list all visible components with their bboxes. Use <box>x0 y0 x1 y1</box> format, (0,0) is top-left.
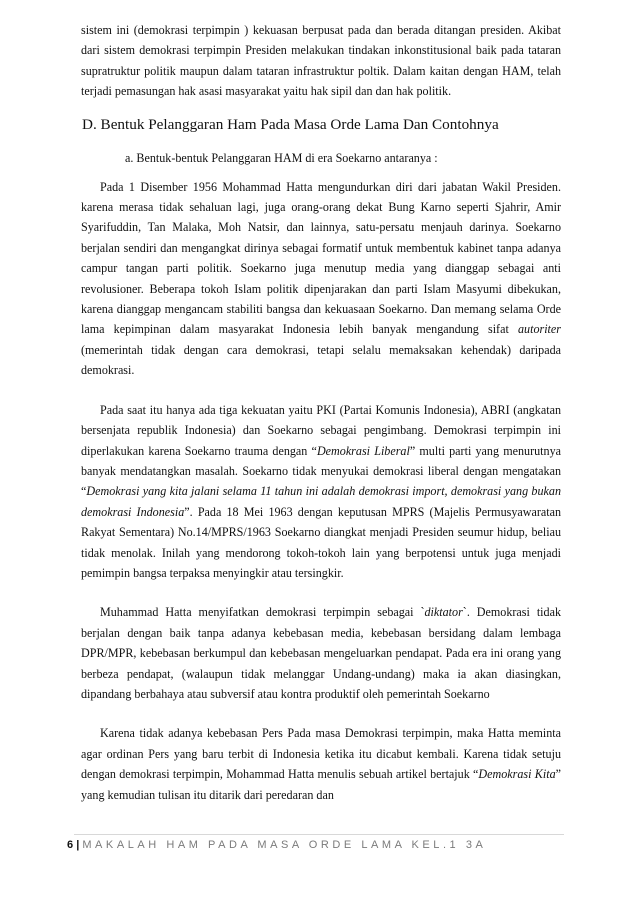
paragraph-dictator <box>81 602 561 704</box>
italic-term: diktator <box>424 605 463 620</box>
paragraph-text: (memerintah tidak dengan cara demokrasi, tetapi selalu memaksakan kehendak) daripada demokrasi. <box>81 342 561 378</box>
italic-term: Demokrasi Liberal <box>316 443 410 458</box>
paragraph-text: `. Demokrasi tidak berjalan dengan baik tanpa adanya kebebasan media, kebebasan bersidang dalam lembaga DPR/MPR, kebebasan berkumpul dan kebebasan mengeluarkan pendapat. Pada era ini orang yang berbeza pendapat, (walaupun tidak melanggar Undang-undang) maka ia akan diasingkan, dipandang berbahaya atau subversif atau kontra produktif oleh pemerintah Soekarno <box>81 605 561 701</box>
page-footer <box>67 838 486 852</box>
paragraph-intro: sistem ini (demokrasi terpimpin ) kekuasan berpusat pada dan berada ditangan presiden. Akibat dari sistem demokrasi terpimpin Presiden melakukan tindakan inkonstitusional baik pada tataran supratruktur politik maupun dalam tataran infrastruktur poltik. Dalam kaitan dengan HAM, telah terjadi pemasungan hak asasi masyarakat yaitu hak sipil dan dan hak politik. <box>81 23 561 99</box>
footer-title: MAKALAH HAM PADA MASA ORDE LAMA KEL.1 3A <box>82 839 487 851</box>
paragraph-text: ” multi parti yang menurutnya banyak mendatangkan masalah. Soekarno tidak menyukai demokrasi liberal dengan mengatakan “ <box>81 443 561 499</box>
paragraph-hatta-resignation <box>81 177 561 381</box>
paragraph-text: Pada 1 Disember 1956 Mohammad Hatta mengundurkan diri dari jabatan Wakil Presiden. karena merasa tidak sehaluan lagi, juga orang-orang dekat Bung Karno seperti Sjahrir, Amir Syarifuddin, Tan Malaka, Moh Natsir, dan lainnya, satu-persatu menjauh darinya. Soekarno berjalan sendiri dan mengangkat dirinya sebagai formatif untuk membentuk kabinet tanpa adanya campur tangan parti politik. Soekarno juga menutup media yang dianggap sebagai anti revolusioner. Beberapa tokoh Islam politik dipenjarakan dan parti Islam Masyumi dibekukan, karena dianggap mengancam stabiliti bangsa dan kekuasaan Soekarno. Dan memang selama Orde lama kepimpinan dalam masyarakat Indonesia lebih banyak mengandung sifat <box>81 179 561 337</box>
paragraph-press-freedom <box>81 723 561 805</box>
page-body <box>81 20 561 805</box>
footer-divider <box>74 834 564 835</box>
italic-title: Demokrasi Kita <box>478 767 556 782</box>
section-heading: D. Bentuk Pelanggaran Ham Pada Masa Orde Lama Dan Contohnya <box>82 115 499 133</box>
paragraph-text: Muhammad Hatta menyifatkan demokrasi terpimpin sebagai ` <box>100 605 425 620</box>
paragraph-text: Karena tidak adanya kebebasan Pers Pada masa Demokrasi terpimpin, maka Hatta meminta agar ordinan Pers yang baru terbit di Indonesia ketika itu dicabut kembali. Karena tidak setuju dengan demokrasi terpimpin, Mohammad Hatta menulis sebuah artikel bertajuk “ <box>81 726 561 782</box>
footer-separator: | <box>76 839 80 851</box>
paragraph-text: ” yang kemudian tulisan itu ditarik dari peredaran dan <box>81 767 561 802</box>
italic-quote: Demokrasi yang kita jalani selama 11 tahun ini adalah demokrasi import, demokrasi yang bukan demokrasi Indonesia <box>81 484 561 519</box>
section-subheading: a. Bentuk-bentuk Pelanggaran HAM di era Soekarno antaranya : <box>125 150 438 165</box>
paragraph-text: ”. Pada 18 Mei 1963 dengan keputusan MPRS (Majelis Permusyawaratan Rakyat Sementara) No.14/MPRS/1963 Soekarno diangkat menjadi Presiden seumur hidup, beliau tidak menolak. Inilah yang mendorong tokoh-tokoh lain yang berpotensi untuk juga menjadi pemimpin bangsa terpaksa menyingkir atau tersingkir. <box>81 504 562 580</box>
paragraph-three-powers <box>81 400 561 584</box>
italic-term: autoriter <box>517 322 561 337</box>
paragraph-text: Pada saat itu hanya ada tiga kekuatan yaitu PKI (Partai Komunis Indonesia), ABRI (angkatan bersenjata republik Indonesia) dan Soekarno sebagai pengimbang. Demokrasi terpimpin ini diperlakukan karena Soekarno trauma dengan “ <box>81 402 561 458</box>
page-number: 6 <box>67 839 74 851</box>
